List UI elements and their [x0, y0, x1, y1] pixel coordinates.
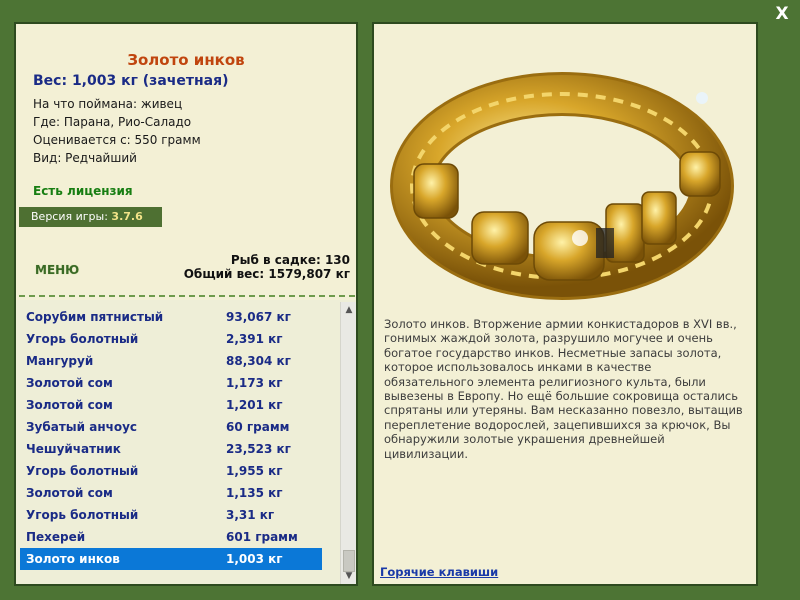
list-item[interactable] [20, 416, 322, 438]
version-label: Версия игры: [31, 210, 108, 223]
gold-bracelet-image [384, 52, 740, 320]
caught-with: На что поймана: живец [33, 97, 183, 111]
list-item-weight: 60 грамм [226, 420, 290, 434]
list-item-weight: 1,201 кг [226, 398, 283, 412]
fish-description: Золото инков. Вторжение армии конкистадоров в XVI вв., гонимых жаждой золота, разрушило могучее и очень богатое государство инков. Несметные запасы золота, которое использовалось инками в качестве обязательного элемента религиозного культа, были вывезены в Европу. Но ещё большие сокровища остались спрятаны или утеряны. Вам несказанно повезло, вытащив переплетение водорослей, зацепившихся за крючок, Вы обнаружили золотые украшения древнейшей цивилизации. [384, 317, 743, 461]
divider [19, 295, 355, 297]
list-item-name: Золото инков [26, 552, 120, 566]
description-panel [372, 22, 758, 586]
menu-button[interactable]: МЕНЮ [35, 263, 80, 277]
list-item-name: Мангуруй [26, 354, 94, 368]
fish-title: Золото инков [127, 51, 245, 69]
keepnet-stats [184, 253, 350, 281]
list-item[interactable] [20, 526, 322, 548]
list-item-weight: 88,304 кг [226, 354, 291, 368]
fish-weight: Вес: 1,003 кг (зачетная) [33, 73, 229, 89]
list-item[interactable] [20, 328, 322, 350]
list-item-name: Чешуйчатник [26, 442, 121, 456]
version-value: 3.7.6 [111, 210, 143, 223]
list-scrollbar[interactable] [340, 302, 357, 584]
list-item-name: Пехерей [26, 530, 86, 544]
list-item-weight: 3,31 кг [226, 508, 275, 522]
list-item-weight: 93,067 кг [226, 310, 291, 324]
catch-list [16, 300, 356, 586]
fish-kind: Вид: Редчайший [33, 151, 137, 165]
list-item-name: Угорь болотный [26, 508, 139, 522]
list-item[interactable] [20, 460, 322, 482]
close-icon[interactable]: X [775, 4, 789, 24]
list-item-name: Угорь болотный [26, 464, 139, 478]
list-item[interactable] [20, 482, 322, 504]
list-item-weight: 1,955 кг [226, 464, 283, 478]
valued-from: Оценивается с: 550 грамм [33, 133, 201, 147]
list-item-weight: 23,523 кг [226, 442, 291, 456]
fish-info-panel [14, 22, 358, 586]
fish-count: Рыб в садке: 130 [230, 253, 350, 267]
list-item-weight: 1,135 кг [226, 486, 283, 500]
list-item[interactable] [20, 504, 322, 526]
list-item-name: Сорубим пятнистый [26, 310, 164, 324]
list-item-weight: 2,391 кг [226, 332, 283, 346]
version-badge [19, 207, 162, 227]
catch-location: Где: Парана, Рио-Саладо [33, 115, 192, 129]
list-item-name: Золотой сом [26, 398, 113, 412]
list-item-name: Зубатый анчоус [26, 420, 138, 434]
scroll-up-icon[interactable]: ▲ [345, 305, 353, 315]
list-item[interactable] [20, 438, 322, 460]
list-item[interactable] [20, 394, 322, 416]
list-item[interactable] [20, 306, 322, 328]
list-item[interactable] [20, 372, 322, 394]
list-item-weight: 1,003 кг [226, 552, 283, 566]
license-status: Есть лицензия [33, 184, 133, 198]
total-weight: Общий вес: 1579,807 кг [183, 267, 350, 281]
list-item-weight: 1,173 кг [226, 376, 283, 390]
list-item[interactable] [20, 548, 322, 570]
scroll-down-icon[interactable]: ▼ [345, 571, 353, 581]
list-item[interactable] [20, 350, 322, 372]
fish-details [33, 95, 201, 167]
hotkeys-link[interactable]: Горячие клавиши [380, 565, 499, 579]
list-item-name: Золотой сом [26, 376, 113, 390]
list-item-name: Угорь болотный [26, 332, 139, 346]
list-item-weight: 601 грамм [226, 530, 298, 544]
list-item-name: Золотой сом [26, 486, 113, 500]
